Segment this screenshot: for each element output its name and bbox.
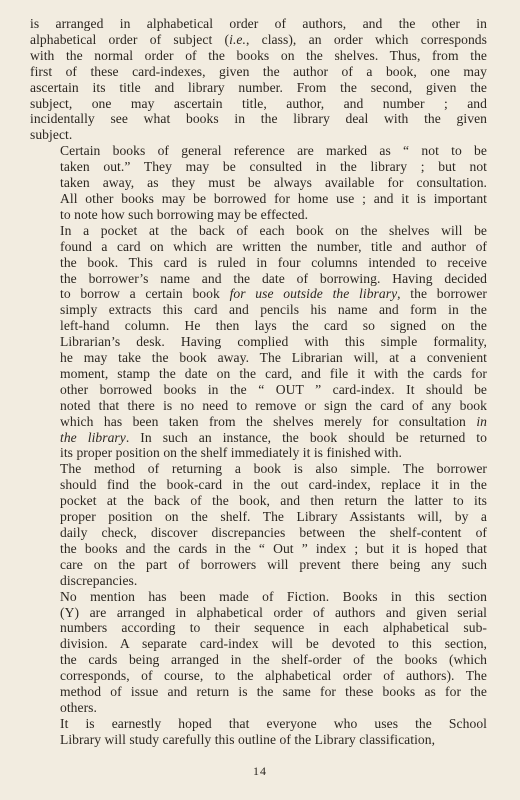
- text-line: the library. In such an instance, the book should be returned to: [60, 429, 487, 445]
- text-line: All other books may be borrowed for home use ; and it is important: [60, 190, 487, 206]
- paragraph-3: [30, 223, 487, 462]
- text-line: left-hand column. He then lays the card so signed on the: [60, 318, 487, 334]
- text-line: found a card on which are written the number, title and author of: [60, 238, 487, 254]
- italic-text: the library: [60, 429, 126, 445]
- text-line: first of these card-indexes, given the author of a book, one may: [30, 63, 487, 79]
- text-line: discrepancies.: [60, 572, 138, 588]
- text-line: to borrow a certain book for use outside the library, the borrower: [60, 286, 487, 302]
- text-line: division. A separate card-index will be devoted to this section,: [60, 636, 487, 652]
- text-line: In a pocket at the back of each book on the shelves will be: [60, 222, 487, 238]
- paragraph-1: [30, 16, 487, 143]
- text-line: the cards being arranged in the shelf-order of the books (which: [60, 652, 487, 668]
- text-line: its proper position on the shelf immediately it is finished with.: [60, 445, 402, 461]
- text-line: (Y) are arranged in alphabetical order of authors and given serial: [60, 604, 487, 620]
- text-line: subject, one may ascertain title, author, and number ; and: [30, 95, 487, 111]
- text-line: the books and the cards in the “ Out ” index ; but it is hoped that: [60, 540, 487, 556]
- text-line: Librarian’s desk. Having complied with this simple formality,: [60, 334, 487, 350]
- text-line: daily check, discover discrepancies between the shelf-content of: [60, 525, 487, 540]
- italic-text: for use outside the library: [229, 286, 398, 302]
- paragraph-5: [30, 589, 487, 716]
- text-line: The method of returning a book is also simple. The borrower: [60, 461, 487, 477]
- text-line: No mention has been made of Fiction. Books in this section: [60, 588, 487, 604]
- text-line: he may take the book away. The Librarian will, at a convenient: [60, 350, 487, 366]
- text-line: taken out.” They may be consulted in the library ; but not: [60, 159, 487, 175]
- text-line: numbers according to their sequence in each alphabetical sub-: [60, 620, 487, 636]
- text-line: It is earnestly hoped that everyone who uses the School: [60, 715, 487, 731]
- text-line: which has been taken from the shelves merely for consultation in: [60, 413, 487, 429]
- paragraph-4: [30, 461, 487, 588]
- text-line: should find the book-card in the out card-index, replace it in the: [60, 477, 487, 493]
- text-line: proper position on the shelf. The Library Assistants will, by a: [60, 509, 487, 525]
- text-line: corresponds, of course, to the alphabetical order of authors). The: [60, 668, 487, 684]
- text-line: incidentally see what books in the library deal with the given: [30, 111, 487, 127]
- page-body: [30, 16, 487, 748]
- text-line: with the normal order of the books on the shelves. Thus, from the: [30, 47, 487, 63]
- text-line: care on the part of borrowers will prevent there being any such: [60, 556, 487, 572]
- text-line: other borrowed books in the “ OUT ” card-index. It should be: [60, 381, 487, 397]
- text-line: simply extracts this card and pencils his name and form in the: [60, 302, 487, 318]
- text-line: ascertain its title and library number. From the second, given the: [30, 79, 487, 95]
- text-line: others.: [60, 699, 97, 715]
- text-line: is arranged in alphabetical order of authors, and the other in: [30, 16, 487, 31]
- text-line: noted that there is no need to remove or sign the card of any book: [60, 397, 487, 413]
- text-line: method of issue and return is the same for these books as for the: [60, 684, 487, 700]
- text-line: alphabetical order of subject (i.e., class), an order which corresponds: [30, 31, 487, 47]
- text-line: the book. This card is ruled in four columns intended to receive: [60, 254, 487, 270]
- text-line: the borrower’s name and the date of borrowing. Having decided: [60, 270, 487, 286]
- text-line: subject.: [30, 127, 73, 143]
- text-line: to note how such borrowing may be effected.: [60, 206, 309, 222]
- text-line: Certain books of general reference are marked as “ not to be: [60, 143, 487, 159]
- text-line: taken away, as they must be always available for consultation.: [60, 175, 487, 191]
- page-number: 14: [253, 764, 267, 778]
- text-line: moment, stamp the date on the card, and file it with the cards for: [60, 365, 487, 381]
- italic-text: in: [476, 413, 487, 429]
- text-line: Library will study carefully this outline of the Library classification,: [60, 731, 436, 747]
- paragraph-2: [30, 143, 487, 223]
- paragraph-6: [30, 716, 487, 748]
- text-line: pocket at the back of the book, and then return the latter to its: [60, 493, 487, 509]
- italic-text: i.e.: [229, 31, 246, 47]
